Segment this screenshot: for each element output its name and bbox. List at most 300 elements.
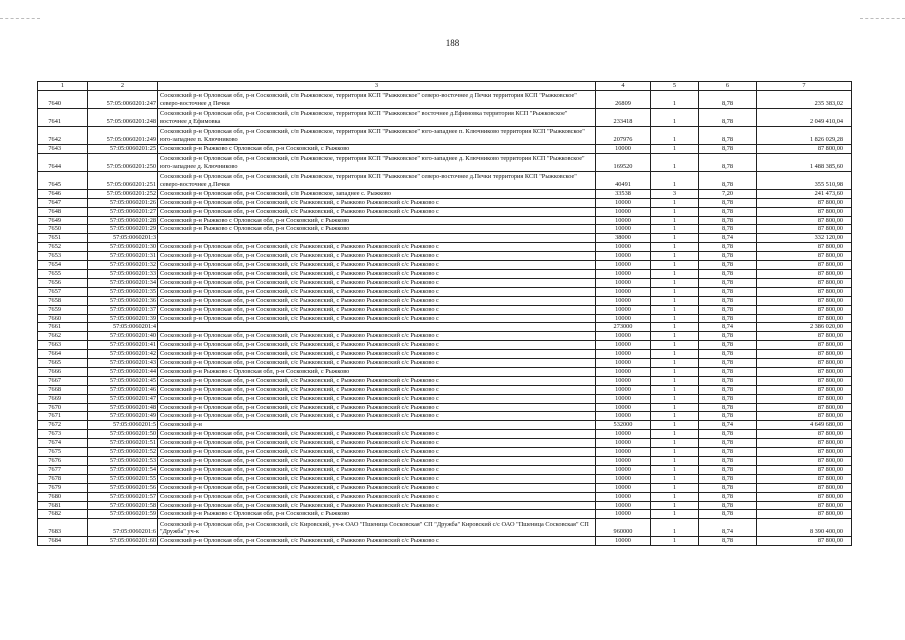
- rate-cell: 8,78: [699, 367, 757, 376]
- table-row: [38, 537, 852, 546]
- row-number-cell: 7670: [38, 403, 88, 412]
- area-cell: 10000: [596, 359, 651, 368]
- rate-cell: 8,78: [699, 278, 757, 287]
- cadastral-number-cell: 57:05:0060201:5: [88, 421, 158, 430]
- row-number-cell: 7657: [38, 287, 88, 296]
- area-cell: 10000: [596, 439, 651, 448]
- group-cell: 3: [651, 189, 699, 198]
- address-cell: Сосковский р-н Рыжково с Орловская обл, р-н Сосковский, с Рыжково: [158, 367, 596, 376]
- rate-cell: 8,78: [699, 261, 757, 270]
- area-cell: 10000: [596, 287, 651, 296]
- cadastral-number-cell: 57:05:0060201:53: [88, 457, 158, 466]
- row-number-cell: 7644: [38, 153, 88, 171]
- row-number-cell: 7642: [38, 126, 88, 144]
- cadastral-number-cell: 57:05:0060201:251: [88, 171, 158, 189]
- table-row: [38, 216, 852, 225]
- area-cell: 10000: [596, 278, 651, 287]
- cadastral-value-cell: 87 800,00: [757, 269, 852, 278]
- rate-cell: 8,78: [699, 448, 757, 457]
- rate-cell: 8,78: [699, 216, 757, 225]
- cadastral-number-cell: 57:05:0060201:35: [88, 287, 158, 296]
- table-row: [38, 278, 852, 287]
- column-header: 5: [651, 82, 699, 91]
- row-number-cell: 7645: [38, 171, 88, 189]
- cadastral-value-cell: 87 800,00: [757, 144, 852, 153]
- cadastral-value-cell: 1 488 385,60: [757, 153, 852, 171]
- row-number-cell: 7660: [38, 314, 88, 323]
- table-row: [38, 243, 852, 252]
- rate-cell: 8,78: [699, 537, 757, 546]
- table-row: [38, 90, 852, 108]
- cadastral-number-cell: 57:05:0060201:42: [88, 350, 158, 359]
- cadastral-value-cell: 87 800,00: [757, 403, 852, 412]
- cadastral-number-cell: 57:05:0060201:40: [88, 332, 158, 341]
- area-cell: 10000: [596, 144, 651, 153]
- cadastral-number-cell: 57:05:0060201:4: [88, 323, 158, 332]
- area-cell: 10000: [596, 198, 651, 207]
- address-cell: Сосковский р-н Орловская обл, р-н Сосковский, с/с Рыжковский, с Рыжково Рыжковский с/с Рыжково с: [158, 439, 596, 448]
- table-row: [38, 153, 852, 171]
- rate-cell: 8,78: [699, 492, 757, 501]
- row-number-cell: 7649: [38, 216, 88, 225]
- row-number-cell: 7683: [38, 519, 88, 537]
- group-cell: 1: [651, 261, 699, 270]
- group-cell: 1: [651, 243, 699, 252]
- group-cell: 1: [651, 269, 699, 278]
- address-cell: Сосковский р-н Рыжково с Орловская обл, р-н Сосковский, с Рыжково: [158, 144, 596, 153]
- address-cell: Сосковский р-н Орловская обл, р-н Сосковский, с/с Рыжковский, с Рыжково Рыжковский с/с Рыжково с: [158, 492, 596, 501]
- group-cell: 1: [651, 421, 699, 430]
- table-row: [38, 474, 852, 483]
- cadastral-value-cell: 87 800,00: [757, 261, 852, 270]
- cadastral-value-cell: 355 510,98: [757, 171, 852, 189]
- address-cell: Сосковский р-н Орловская обл, р-н Сосковский, с/п Рыжковское, территория КСП "Рыжковское" юго-западнее п. Ключниково территория КСП "Рыжковское" юго-западнее п. Ключниково: [158, 126, 596, 144]
- rate-cell: 8,78: [699, 483, 757, 492]
- group-cell: 1: [651, 537, 699, 546]
- scan-mark-left: [0, 18, 40, 19]
- group-cell: 1: [651, 323, 699, 332]
- group-cell: 1: [651, 465, 699, 474]
- cadastral-number-cell: 57:05:0060201:50: [88, 430, 158, 439]
- row-number-cell: 7680: [38, 492, 88, 501]
- area-cell: 207976: [596, 126, 651, 144]
- address-cell: Сосковский р-н Орловская обл, р-н Сосковский, с/с Рыжковский, с Рыжково Рыжковский с/с Рыжково с: [158, 305, 596, 314]
- cadastral-value-cell: 87 800,00: [757, 198, 852, 207]
- rate-cell: 8,78: [699, 403, 757, 412]
- cadastral-number-cell: 57:05:0060201:54: [88, 465, 158, 474]
- column-header: 4: [596, 82, 651, 91]
- row-number-cell: 7643: [38, 144, 88, 153]
- cadastral-value-cell: 87 800,00: [757, 474, 852, 483]
- row-number-cell: 7674: [38, 439, 88, 448]
- row-number-cell: 7656: [38, 278, 88, 287]
- table-row: [38, 457, 852, 466]
- table-row: [38, 385, 852, 394]
- address-cell: Сосковский р-н Орловская обл, р-н Сосковский, с/с Кировский, уч-к ОАО "Пшеница Сосковская" СП "Дружба" Кировский с/с ОАО "Пшеница Сосковская" СП "Дружба" уч-к: [158, 519, 596, 537]
- group-cell: 1: [651, 126, 699, 144]
- address-cell: [158, 323, 596, 332]
- row-number-cell: 7663: [38, 341, 88, 350]
- table-row: [38, 465, 852, 474]
- row-number-cell: 7640: [38, 90, 88, 108]
- cadastral-value-cell: 87 800,00: [757, 430, 852, 439]
- cadastral-number-cell: 57:05:0060201:48: [88, 403, 158, 412]
- row-number-cell: 7678: [38, 474, 88, 483]
- table-row: [38, 314, 852, 323]
- group-cell: 1: [651, 519, 699, 537]
- area-cell: 10000: [596, 465, 651, 474]
- address-cell: Сосковский р-н Орловская обл, р-н Сосковский, с/с Рыжковский, с Рыжково Рыжковский с/с Рыжково с: [158, 341, 596, 350]
- table-row: [38, 261, 852, 270]
- address-cell: Сосковский р-н Орловская обл, р-н Сосковский, с/с Рыжковский, с Рыжково Рыжковский с/с Рыжково с: [158, 376, 596, 385]
- address-cell: Сосковский р-н Орловская обл, р-н Сосковский, с/п Рыжковское, западнее с. Рыжково: [158, 189, 596, 198]
- cadastral-value-cell: 8 390 400,00: [757, 519, 852, 537]
- rate-cell: 8,78: [699, 225, 757, 234]
- rate-cell: 8,78: [699, 108, 757, 126]
- area-cell: 169520: [596, 153, 651, 171]
- address-cell: Сосковский р-н Орловская обл, р-н Сосковский, с/с Рыжковский, с Рыжково Рыжковский с/с Рыжково с: [158, 269, 596, 278]
- table-row: [38, 332, 852, 341]
- rate-cell: 8,78: [699, 465, 757, 474]
- cadastral-value-cell: 87 800,00: [757, 350, 852, 359]
- cadastral-value-cell: 87 800,00: [757, 465, 852, 474]
- cadastral-value-cell: 87 800,00: [757, 287, 852, 296]
- area-cell: 40491: [596, 171, 651, 189]
- cadastral-number-cell: 57:05:0060201:44: [88, 367, 158, 376]
- table-row: [38, 359, 852, 368]
- row-number-cell: 7677: [38, 465, 88, 474]
- cadastral-number-cell: 57:05:0060201:247: [88, 90, 158, 108]
- cadastral-value-cell: 87 800,00: [757, 225, 852, 234]
- cadastral-value-cell: 87 800,00: [757, 537, 852, 546]
- rate-cell: 8,78: [699, 90, 757, 108]
- address-cell: Сосковский р-н Орловская обл, р-н Сосковский, с/с Рыжковский, с Рыжково Рыжковский с/с Рыжково с: [158, 359, 596, 368]
- group-cell: 1: [651, 394, 699, 403]
- cadastral-value-cell: 87 800,00: [757, 332, 852, 341]
- area-cell: 10000: [596, 385, 651, 394]
- table-row: [38, 403, 852, 412]
- rate-cell: 8,78: [699, 341, 757, 350]
- cadastral-number-cell: 57:05:0060201:37: [88, 305, 158, 314]
- address-cell: Сосковский р-н Орловская обл, р-н Сосковский, с/с Рыжковский, с Рыжково Рыжковский с/с Рыжково с: [158, 465, 596, 474]
- group-cell: 1: [651, 287, 699, 296]
- cadastral-number-cell: 57:05:0060201:52: [88, 448, 158, 457]
- table-row: [38, 323, 852, 332]
- row-number-cell: 7647: [38, 198, 88, 207]
- address-cell: Сосковский р-н Орловская обл, р-н Сосковский, с/с Рыжковский, с Рыжково Рыжковский с/с Рыжково с: [158, 483, 596, 492]
- table-row: [38, 252, 852, 261]
- address-cell: Сосковский р-н Орловская обл, р-н Сосковский, с/с Рыжковский, с Рыжково Рыжковский с/с Рыжково с: [158, 252, 596, 261]
- address-cell: Сосковский р-н Орловская обл, р-н Сосковский, с/с Рыжковский, с Рыжково Рыжковский с/с Рыжково с: [158, 287, 596, 296]
- address-cell: Сосковский р-н Орловская обл, р-н Сосковский, с/п Рыжковское, территория КСП "Рыжковское" восточнее д.Ефимовка территория КСП "Рыжковское" восточнее д Ефимовка: [158, 108, 596, 126]
- group-cell: 1: [651, 305, 699, 314]
- area-cell: 10000: [596, 376, 651, 385]
- cadastral-value-cell: 87 800,00: [757, 457, 852, 466]
- cadastral-value-cell: 87 800,00: [757, 510, 852, 519]
- table-row: [38, 376, 852, 385]
- rate-cell: 8,78: [699, 376, 757, 385]
- cadastral-value-cell: 87 800,00: [757, 439, 852, 448]
- area-cell: 10000: [596, 457, 651, 466]
- row-number-cell: 7668: [38, 385, 88, 394]
- area-cell: 10000: [596, 296, 651, 305]
- area-cell: 532000: [596, 421, 651, 430]
- group-cell: 1: [651, 153, 699, 171]
- cadastral-number-cell: 57:05:0060201:32: [88, 261, 158, 270]
- cadastral-number-cell: 57:05:0060201:60: [88, 537, 158, 546]
- table-row: [38, 439, 852, 448]
- rate-cell: 8,74: [699, 421, 757, 430]
- address-cell: Сосковский р-н Орловская обл, р-н Сосковский, с/с Рыжковский, с Рыжково Рыжковский с/с Рыжково с: [158, 350, 596, 359]
- area-cell: 10000: [596, 448, 651, 457]
- address-cell: Сосковский р-н Орловская обл, р-н Сосковский, с/с Рыжковский, с Рыжково Рыжковский с/с Рыжково с: [158, 296, 596, 305]
- group-cell: 1: [651, 359, 699, 368]
- group-cell: 1: [651, 314, 699, 323]
- page-number: 188: [445, 38, 460, 48]
- cadastral-number-cell: 57:05:0060201:29: [88, 225, 158, 234]
- column-header: 6: [699, 82, 757, 91]
- group-cell: 1: [651, 430, 699, 439]
- row-number-cell: 7655: [38, 269, 88, 278]
- address-cell: [158, 234, 596, 243]
- group-cell: 1: [651, 108, 699, 126]
- rate-cell: 8,78: [699, 296, 757, 305]
- address-cell: Сосковский р-н Орловская обл, р-н Сосковский, с/с Рыжковский, с Рыжково Рыжковский с/с Рыжково с: [158, 501, 596, 510]
- rate-cell: 8,78: [699, 252, 757, 261]
- group-cell: 1: [651, 457, 699, 466]
- row-number-cell: 7682: [38, 510, 88, 519]
- row-number-cell: 7650: [38, 225, 88, 234]
- group-cell: 1: [651, 341, 699, 350]
- group-cell: 1: [651, 376, 699, 385]
- table-row: [38, 421, 852, 430]
- group-cell: 1: [651, 332, 699, 341]
- row-number-cell: 7652: [38, 243, 88, 252]
- cadastral-number-cell: 57:05:0060201:250: [88, 153, 158, 171]
- cadastral-value-cell: 332 120,00: [757, 234, 852, 243]
- cadastral-value-cell: 2 386 020,00: [757, 323, 852, 332]
- table-row: [38, 492, 852, 501]
- address-cell: Сосковский р-н Орловская обл, р-н Сосковский, с/с Рыжковский, с Рыжково Рыжковский с/с Рыжково с: [158, 385, 596, 394]
- cadastral-number-cell: 57:05:0060201:56: [88, 483, 158, 492]
- address-cell: Сосковский р-н Орловская обл, р-н Сосковский, с/с Рыжковский, с Рыжково Рыжковский с/с Рыжково с: [158, 198, 596, 207]
- area-cell: 10000: [596, 537, 651, 546]
- area-cell: 10000: [596, 216, 651, 225]
- table-row: [38, 350, 852, 359]
- rate-cell: 8,74: [699, 234, 757, 243]
- group-cell: 1: [651, 216, 699, 225]
- rate-cell: 8,78: [699, 510, 757, 519]
- area-cell: 273000: [596, 323, 651, 332]
- table-row: [38, 234, 852, 243]
- table-row: [38, 448, 852, 457]
- address-cell: Сосковский р-н Орловская обл, р-н Сосковский, с/с Рыжковский, с Рыжково Рыжковский с/с Рыжково с: [158, 403, 596, 412]
- table-row: [38, 519, 852, 537]
- table-row: [38, 296, 852, 305]
- column-header: 3: [158, 82, 596, 91]
- cadastral-number-cell: 57:05:0060201:55: [88, 474, 158, 483]
- row-number-cell: 7641: [38, 108, 88, 126]
- area-cell: 26809: [596, 90, 651, 108]
- row-number-cell: 7661: [38, 323, 88, 332]
- cadastral-number-cell: 57:05:0060201:43: [88, 359, 158, 368]
- area-cell: 10000: [596, 207, 651, 216]
- address-cell: Сосковский р-н Орловская обл, р-н Сосковский, с/с Рыжковский, с Рыжково Рыжковский с/с Рыжково с: [158, 448, 596, 457]
- group-cell: 1: [651, 350, 699, 359]
- cadastral-value-cell: 87 800,00: [757, 448, 852, 457]
- cadastral-value-cell: 1 826 029,28: [757, 126, 852, 144]
- rate-cell: 8,78: [699, 457, 757, 466]
- area-cell: 10000: [596, 492, 651, 501]
- rate-cell: 7,20: [699, 189, 757, 198]
- group-cell: 1: [651, 385, 699, 394]
- cadastral-value-cell: 87 800,00: [757, 314, 852, 323]
- cadastral-value-cell: 87 800,00: [757, 243, 852, 252]
- table-row: [38, 394, 852, 403]
- row-number-cell: 7675: [38, 448, 88, 457]
- area-cell: 10000: [596, 367, 651, 376]
- cadastral-number-cell: 57:05:0060201:33: [88, 269, 158, 278]
- table-row: [38, 144, 852, 153]
- rate-cell: 8,78: [699, 501, 757, 510]
- group-cell: 1: [651, 412, 699, 421]
- group-cell: 1: [651, 225, 699, 234]
- group-cell: 1: [651, 252, 699, 261]
- table-header-row: [38, 82, 852, 91]
- address-cell: Сосковский р-н Орловская обл, р-н Сосковский, с/п Рыжковское, территория КСП "Рыжковское" юго-западнее д. Ключниково территория КСП "Рыжковское" юго-западнее д. Ключниково: [158, 153, 596, 171]
- row-number-cell: 7676: [38, 457, 88, 466]
- cadastral-number-cell: 57:05:0060201:46: [88, 385, 158, 394]
- table-row: [38, 430, 852, 439]
- row-number-cell: 7667: [38, 376, 88, 385]
- cadastral-value-cell: 87 800,00: [757, 412, 852, 421]
- row-number-cell: 7646: [38, 189, 88, 198]
- row-number-cell: 7662: [38, 332, 88, 341]
- group-cell: 1: [651, 501, 699, 510]
- address-cell: Сосковский р-н Орловская обл, р-н Сосковский, с/с Рыжковский, с Рыжково Рыжковский с/с Рыжково с: [158, 332, 596, 341]
- row-number-cell: 7651: [38, 234, 88, 243]
- row-number-cell: 7664: [38, 350, 88, 359]
- cadastral-number-cell: 57:05:0060201:30: [88, 243, 158, 252]
- cadastral-value-cell: 87 800,00: [757, 492, 852, 501]
- row-number-cell: 7659: [38, 305, 88, 314]
- cadastral-number-cell: 57:05:0060201:36: [88, 296, 158, 305]
- table-row: [38, 305, 852, 314]
- group-cell: 1: [651, 278, 699, 287]
- row-number-cell: 7666: [38, 367, 88, 376]
- cadastral-value-cell: 87 800,00: [757, 359, 852, 368]
- cadastral-value-cell: 87 800,00: [757, 394, 852, 403]
- rate-cell: 8,74: [699, 323, 757, 332]
- rate-cell: 8,78: [699, 269, 757, 278]
- group-cell: 1: [651, 296, 699, 305]
- area-cell: 10000: [596, 403, 651, 412]
- area-cell: 10000: [596, 394, 651, 403]
- cadastral-value-cell: 4 649 680,00: [757, 421, 852, 430]
- rate-cell: 8,74: [699, 519, 757, 537]
- land-registry-table: [37, 81, 852, 546]
- cadastral-number-cell: 57:05:0060201:51: [88, 439, 158, 448]
- column-header: 1: [38, 82, 88, 91]
- row-number-cell: 7672: [38, 421, 88, 430]
- cadastral-value-cell: 87 800,00: [757, 483, 852, 492]
- area-cell: 10000: [596, 501, 651, 510]
- cadastral-number-cell: 57:05:0060201:27: [88, 207, 158, 216]
- cadastral-number-cell: 57:05:0060201:39: [88, 314, 158, 323]
- area-cell: 10000: [596, 412, 651, 421]
- cadastral-value-cell: 87 800,00: [757, 207, 852, 216]
- column-header: 2: [88, 82, 158, 91]
- column-header: 7: [757, 82, 852, 91]
- row-number-cell: 7681: [38, 501, 88, 510]
- row-number-cell: 7669: [38, 394, 88, 403]
- table-row: [38, 367, 852, 376]
- group-cell: 1: [651, 198, 699, 207]
- address-cell: Сосковский р-н Орловская обл, р-н Сосковский, с/с Рыжковский, с Рыжково Рыжковский с/с Рыжково с: [158, 278, 596, 287]
- area-cell: 10000: [596, 430, 651, 439]
- table-row: [38, 287, 852, 296]
- area-cell: 10000: [596, 252, 651, 261]
- area-cell: 10000: [596, 269, 651, 278]
- address-cell: Сосковский р-н Орловская обл, р-н Сосковский, с/с Рыжковский, с Рыжково Рыжковский с/с Рыжково с: [158, 394, 596, 403]
- cadastral-value-cell: 2 049 410,04: [757, 108, 852, 126]
- area-cell: 10000: [596, 510, 651, 519]
- area-cell: 233418: [596, 108, 651, 126]
- cadastral-number-cell: 57:05:0060201:57: [88, 492, 158, 501]
- table-row: [38, 510, 852, 519]
- rate-cell: 8,78: [699, 439, 757, 448]
- address-cell: Сосковский р-н Орловская обл, р-н Сосковский, с/с Рыжковский, с Рыжково Рыжковский с/с Рыжково с: [158, 314, 596, 323]
- table-row: [38, 198, 852, 207]
- group-cell: 1: [651, 171, 699, 189]
- cadastral-number-cell: 57:05:0060201:249: [88, 126, 158, 144]
- rate-cell: 8,78: [699, 153, 757, 171]
- cadastral-value-cell: 87 800,00: [757, 367, 852, 376]
- area-cell: 33538: [596, 189, 651, 198]
- cadastral-number-cell: 57:05:0060201:34: [88, 278, 158, 287]
- address-cell: Сосковский р-н Орловская обл, р-н Сосковский, с/с Рыжковский, с Рыжково Рыжковский с/с Рыжково с: [158, 430, 596, 439]
- area-cell: 38000: [596, 234, 651, 243]
- area-cell: 10000: [596, 341, 651, 350]
- group-cell: 1: [651, 144, 699, 153]
- cadastral-number-cell: 57:05:0060201:58: [88, 501, 158, 510]
- area-cell: 10000: [596, 314, 651, 323]
- address-cell: Сосковский р-н Орловская обл, р-н Сосковский, с/с Рыжковский, с Рыжково Рыжковский с/с Рыжково с: [158, 457, 596, 466]
- address-cell: Сосковский р-н: [158, 421, 596, 430]
- table-row: [38, 108, 852, 126]
- group-cell: 1: [651, 367, 699, 376]
- address-cell: Сосковский р-н Орловская обл, р-н Сосковский, с/с Рыжковский, с Рыжково Рыжковский с/с Рыжково с: [158, 412, 596, 421]
- cadastral-value-cell: 87 800,00: [757, 305, 852, 314]
- row-number-cell: 7654: [38, 261, 88, 270]
- group-cell: 1: [651, 448, 699, 457]
- table-row: [38, 171, 852, 189]
- row-number-cell: 7671: [38, 412, 88, 421]
- cadastral-number-cell: 57:05:0060201:3: [88, 234, 158, 243]
- address-cell: Сосковский р-н Рыжково с Орловская обл, р-н Сосковский, с Рыжково: [158, 510, 596, 519]
- cadastral-value-cell: 87 800,00: [757, 216, 852, 225]
- group-cell: 1: [651, 90, 699, 108]
- row-number-cell: 7665: [38, 359, 88, 368]
- table-row: [38, 225, 852, 234]
- cadastral-value-cell: 87 800,00: [757, 385, 852, 394]
- address-cell: Сосковский р-н Орловская обл, р-н Сосковский, с/с Рыжковский, с Рыжково Рыжковский с/с Рыжково с: [158, 537, 596, 546]
- group-cell: 1: [651, 474, 699, 483]
- cadastral-number-cell: 57:05:0060201:252: [88, 189, 158, 198]
- group-cell: 1: [651, 207, 699, 216]
- area-cell: 10000: [596, 483, 651, 492]
- cadastral-value-cell: 241 473,60: [757, 189, 852, 198]
